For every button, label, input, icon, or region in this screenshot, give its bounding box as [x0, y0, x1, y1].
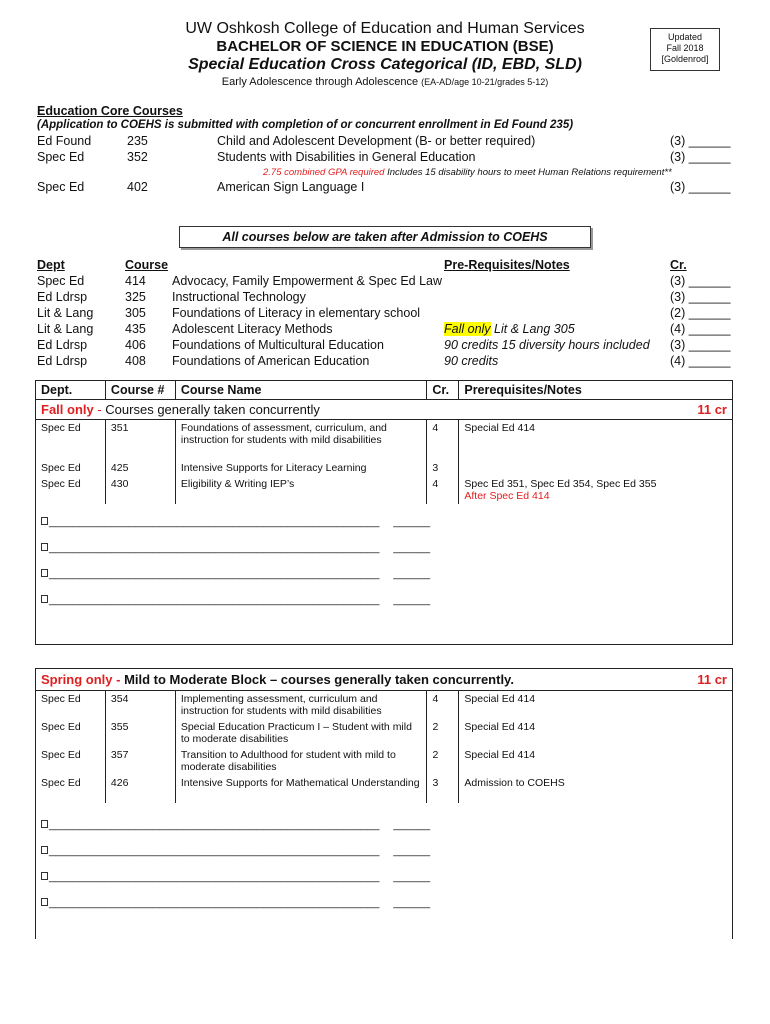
course-num: 430 [105, 476, 175, 504]
blank-credit: ______ [393, 871, 431, 883]
admission-num: 325 [125, 290, 146, 304]
fall-section-row [36, 400, 733, 420]
elective-blank-line[interactable] [41, 897, 727, 909]
fall-only-label: Fall only [41, 402, 94, 417]
updated-color: [Goldenrod] [661, 54, 709, 64]
course-name: Intensive Supports for Mathematical Understanding [175, 775, 427, 803]
table-row [36, 460, 733, 476]
header-course-name: Course Name [175, 381, 427, 400]
admission-note: 90 credits 15 diversity hours included [444, 338, 650, 352]
admission-num: 406 [125, 338, 146, 352]
spring-blanks-row [36, 803, 733, 939]
course-prereq: Special Ed 414 [459, 719, 733, 747]
course-num: 354 [105, 691, 175, 720]
course-dept: Spec Ed [36, 747, 106, 775]
core-credit[interactable]: (3) ______ [670, 134, 731, 148]
course-num: 351 [105, 420, 175, 461]
blank-credit: ______ [393, 516, 431, 528]
admission-name: Adolescent Literacy Methods [172, 322, 333, 336]
gpa-note-rest: Includes 15 disability hours to meet Human Relations requirement** [384, 167, 672, 178]
course-prereq-text: Spec Ed 351, Spec Ed 354, Spec Ed 355 [464, 478, 657, 490]
fall-section-text: Courses generally taken concurrently [105, 402, 320, 417]
program-title: Special Education Cross Categorical (ID, EBD, SLD) [188, 56, 582, 73]
updated-term: Fall 2018 [666, 43, 704, 53]
blank-credit: ______ [393, 897, 431, 909]
elective-blank-line[interactable] [41, 516, 727, 528]
core-num: 235 [127, 134, 148, 148]
checkbox-icon[interactable] [41, 898, 48, 906]
course-num: 357 [105, 747, 175, 775]
course-dept: Spec Ed [36, 420, 106, 461]
admission-banner: All courses below are taken after Admission to COEHS [179, 226, 591, 248]
admission-credit[interactable]: (3) ______ [670, 290, 731, 304]
core-name: American Sign Language I [217, 180, 365, 194]
course-credits: 3 [427, 775, 459, 803]
header-course-num: Course # [105, 381, 175, 400]
course-name: Foundations of assessment, curriculum, and instruction for students with mild disabilities [175, 420, 427, 461]
course-dept: Spec Ed [36, 476, 106, 504]
admission-dept: Lit & Lang [37, 306, 94, 320]
header-prereq: Prerequisites/Notes [459, 381, 733, 400]
admission-note-text: Lit & Lang 305 [490, 322, 575, 336]
core-dept: Spec Ed [37, 150, 85, 164]
course-name: Intensive Supports for Literacy Learning [175, 460, 427, 476]
course-prereq-red: After Spec Ed 414 [464, 490, 550, 502]
course-prereq: Special Ed 414 [459, 420, 733, 461]
course-prereq [459, 460, 733, 476]
table-header-row [36, 381, 733, 400]
blank-line-text: ______________________________________________________ [49, 871, 380, 883]
blank-credit: ______ [393, 594, 431, 606]
course-name: Implementing assessment, curriculum and instruction for students with mild disabilities [175, 691, 427, 720]
core-name: Child and Adolescent Development (B- or better required) [217, 134, 536, 148]
course-dept: Spec Ed [36, 691, 106, 720]
updated-box [650, 28, 720, 71]
table-row [36, 420, 733, 461]
admission-dept: Ed Ldrsp [37, 338, 88, 352]
checkbox-icon[interactable] [41, 872, 48, 880]
course-prereq [459, 476, 733, 504]
admission-num: 414 [125, 274, 146, 288]
course-num: 425 [105, 460, 175, 476]
checkbox-icon[interactable] [41, 846, 48, 854]
admission-header-prereq: Pre-Requisites/Notes [444, 258, 570, 272]
admission-note [444, 322, 575, 336]
course-prereq: Admission to COEHS [459, 775, 733, 803]
core-credit[interactable]: (3) ______ [670, 180, 731, 194]
blank-line-text: ______________________________________________________ [49, 819, 380, 831]
admission-header-credit: Cr. [670, 258, 687, 272]
admission-header-course: Course [125, 258, 169, 272]
fall-total-credits: 11 cr [697, 402, 727, 417]
header-credits: Cr. [427, 381, 459, 400]
core-credit[interactable]: (3) ______ [670, 150, 731, 164]
admission-credit[interactable]: (4) ______ [670, 322, 731, 336]
core-subtitle: (Application to COEHS is submitted with completion of or concurrent enrollment in Ed Found 235) [37, 119, 574, 131]
admission-dept: Ed Ldrsp [37, 290, 88, 304]
blank-line-text: ______________________________________________________ [49, 568, 380, 580]
admission-dept: Lit & Lang [37, 322, 94, 336]
course-num: 355 [105, 719, 175, 747]
updated-label: Updated [667, 32, 703, 42]
spring-section-text: Mild to Moderate Block – courses generally taken concurrently. [120, 672, 514, 687]
program-level-detail: (EA-AD/age 10-21/grades 5-12) [421, 77, 549, 87]
admission-name: Foundations of Literacy in elementary school [172, 306, 421, 320]
table-row [36, 691, 733, 720]
gpa-note [263, 167, 672, 178]
checkbox-icon[interactable] [41, 569, 48, 577]
table-row [36, 775, 733, 803]
fall-only-highlight: Fall only [444, 322, 491, 336]
course-dept: Spec Ed [36, 775, 106, 803]
fall-course-table [35, 380, 733, 645]
course-credits: 4 [427, 420, 459, 461]
course-credits: 2 [427, 747, 459, 775]
table-row [36, 747, 733, 775]
elective-blank-line[interactable] [41, 819, 727, 831]
checkbox-icon[interactable] [41, 517, 48, 525]
spring-only-label: Spring only - [41, 672, 121, 687]
admission-name: Foundations of Multicultural Education [172, 338, 384, 352]
blank-line-text: ______________________________________________________ [49, 845, 380, 857]
course-dept: Spec Ed [36, 719, 106, 747]
elective-blank-line[interactable] [41, 542, 727, 554]
checkbox-icon[interactable] [41, 595, 48, 603]
checkbox-icon[interactable] [41, 820, 48, 828]
blank-credit: ______ [393, 542, 431, 554]
program-level [0, 76, 770, 88]
admission-credit[interactable]: (4) ______ [670, 354, 731, 368]
admission-num: 305 [125, 306, 146, 320]
admission-name: Advocacy, Family Empowerment & Spec Ed Law [172, 274, 443, 288]
spring-section-row [36, 669, 733, 691]
admission-credit[interactable]: (2) ______ [670, 306, 731, 320]
spring-course-table [35, 668, 733, 939]
blank-credit: ______ [393, 819, 431, 831]
fall-blanks-row [36, 504, 733, 645]
elective-blank-line[interactable] [41, 594, 727, 606]
course-prereq: Special Ed 414 [459, 691, 733, 720]
admission-num: 408 [125, 354, 146, 368]
course-credits: 4 [427, 691, 459, 720]
gpa-note-red: 2.75 combined GPA required [263, 167, 385, 178]
course-name: Special Education Practicum I – Student with mild to moderate disabilities [175, 719, 427, 747]
admission-dept: Spec Ed [37, 274, 85, 288]
college-title: UW Oshkosh College of Education and Human Services [185, 20, 585, 37]
blank-line-text: ______________________________________________________ [49, 594, 380, 606]
course-credits: 2 [427, 719, 459, 747]
blank-credit: ______ [393, 845, 431, 857]
course-dept: Spec Ed [36, 460, 106, 476]
blank-line-text: ______________________________________________________ [49, 542, 380, 554]
admission-name: Instructional Technology [172, 290, 306, 304]
blank-line-text: ______________________________________________________ [49, 516, 380, 528]
course-credits: 4 [427, 476, 459, 504]
core-name: Students with Disabilities in General Education [217, 150, 476, 164]
course-prereq: Special Ed 414 [459, 747, 733, 775]
core-dept: Ed Found [37, 134, 92, 148]
core-dept: Spec Ed [37, 180, 85, 194]
elective-blank-line[interactable] [41, 871, 727, 883]
core-num: 402 [127, 180, 148, 194]
admission-num: 435 [125, 322, 146, 336]
admission-note: 90 credits [444, 354, 499, 368]
core-title: Education Core Courses [37, 104, 183, 118]
admission-dept: Ed Ldrsp [37, 354, 88, 368]
blank-credit: ______ [393, 568, 431, 580]
elective-blank-line[interactable] [41, 568, 727, 580]
core-num: 352 [127, 150, 148, 164]
table-row [36, 476, 733, 504]
course-name: Eligibility & Writing IEP’s [175, 476, 427, 504]
blank-line-text: ______________________________________________________ [49, 897, 380, 909]
header-dept: Dept. [36, 381, 106, 400]
admission-credit[interactable]: (3) ______ [670, 274, 731, 288]
admission-header-dept: Dept [37, 258, 65, 272]
fall-dash: - [93, 402, 106, 417]
admission-name: Foundations of American Education [172, 354, 370, 368]
elective-blank-line[interactable] [41, 845, 727, 857]
spring-total-credits: 11 cr [697, 672, 727, 687]
course-num: 426 [105, 775, 175, 803]
course-credits: 3 [427, 460, 459, 476]
program-level-main: Early Adolescence through Adolescence [221, 76, 419, 88]
table-row [36, 719, 733, 747]
course-name: Transition to Adulthood for student with mild to moderate disabilities [175, 747, 427, 775]
admission-credit[interactable]: (3) ______ [670, 338, 731, 352]
degree-title: BACHELOR OF SCIENCE IN EDUCATION (BSE) [216, 38, 554, 55]
checkbox-icon[interactable] [41, 543, 48, 551]
